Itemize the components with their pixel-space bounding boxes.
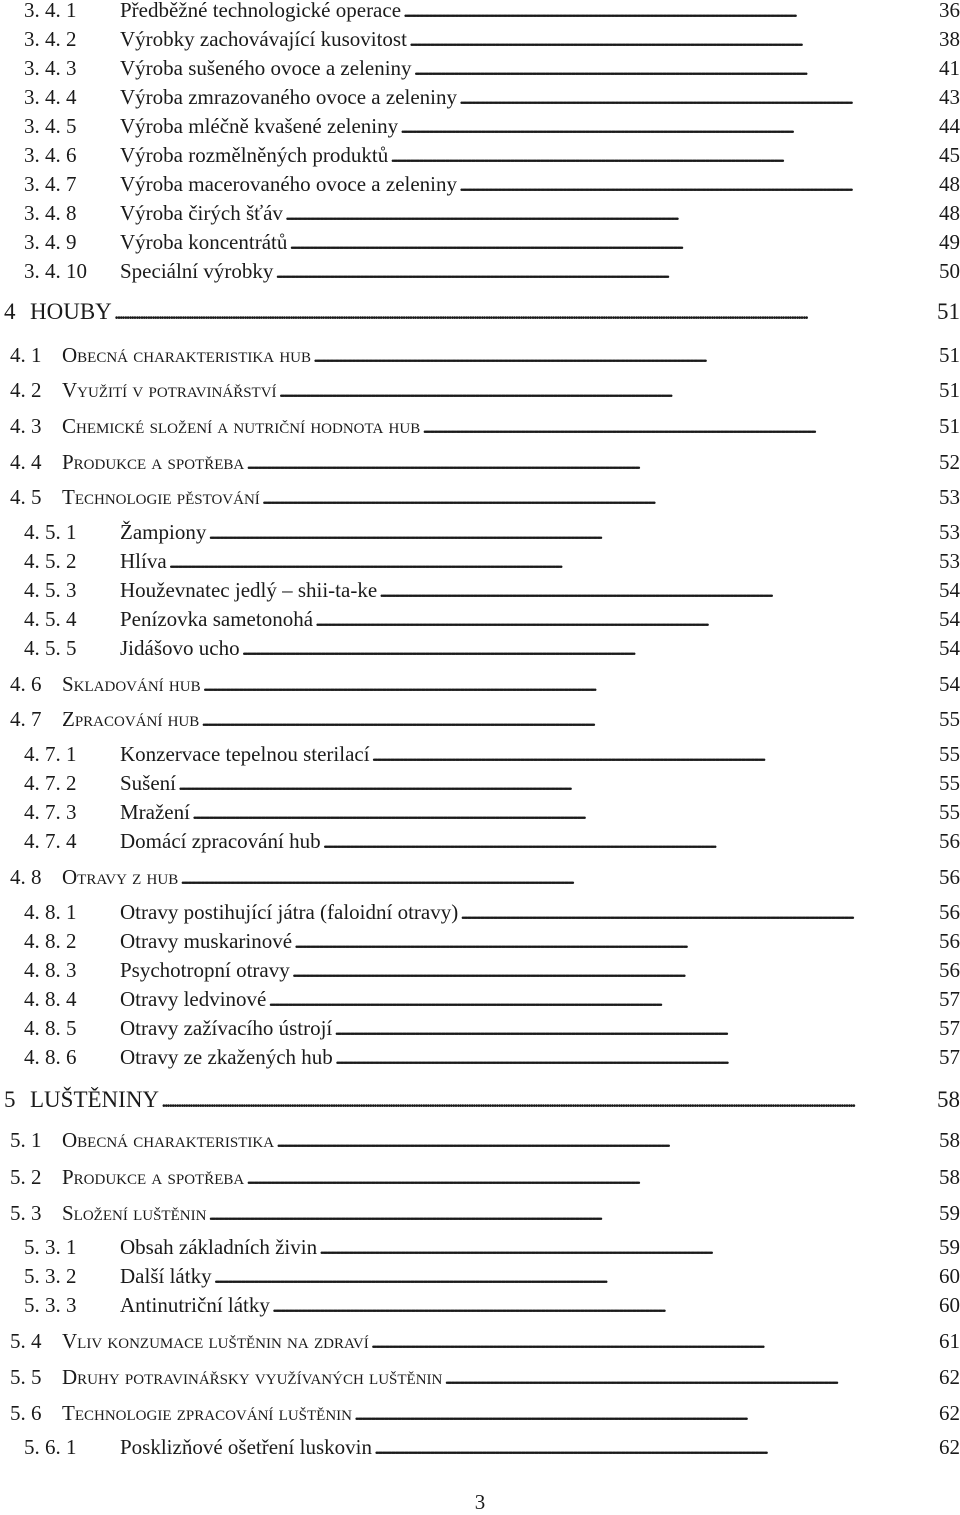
toc-entry-page: 53 — [939, 549, 960, 573]
toc-entry-title: Otravy zažívacího ústrojí — [120, 1016, 333, 1040]
toc-entry-number: 4. 5. 2 — [24, 549, 77, 573]
toc-entry-page: 57 — [939, 1045, 960, 1069]
toc-entry[interactable] — [0, 141, 960, 169]
toc-entry[interactable] — [0, 298, 960, 326]
toc-entry-title: Obecná charakteristika — [62, 1128, 275, 1152]
toc-entry-page: 45 — [939, 143, 960, 167]
toc-entry-number: 4. 2 — [10, 378, 42, 402]
toc-entry-page: 55 — [939, 771, 960, 795]
toc-entry-number: 5. 4 — [10, 1329, 42, 1353]
toc-entry-title: Speciální výrobky — [120, 259, 274, 283]
toc-entry[interactable] — [0, 412, 960, 440]
toc-entry-title: HOUBY — [30, 299, 112, 324]
toc-entry-title: Sušení — [120, 771, 177, 795]
toc-entry[interactable] — [0, 518, 960, 546]
toc-entry-number: 4. 7. 4 — [24, 829, 77, 853]
toc-entry-page: 49 — [939, 230, 960, 254]
toc-entry-page: 38 — [939, 27, 960, 51]
toc-entry-page: 36 — [937, 0, 960, 24]
toc-entry-page: 52 — [939, 450, 960, 474]
toc-entry-page: 59 — [939, 1201, 960, 1225]
toc-entry[interactable] — [0, 827, 960, 855]
toc-entry[interactable] — [0, 1291, 960, 1319]
toc-entry-page: 43 — [939, 85, 960, 109]
toc-entry-title: Penízovka sametonohá — [120, 607, 314, 631]
toc-entry-number: 5. 3 — [10, 1201, 42, 1225]
toc-entry-title: Otravy ze zkažených hub — [120, 1045, 333, 1069]
toc-entry-number: 5. 6 — [10, 1401, 42, 1425]
toc-entry-title: Obsah základních živin — [120, 1235, 318, 1259]
toc-entry-number: 4. 8. 2 — [24, 929, 77, 953]
toc-entry-number: 4. 1 — [10, 343, 42, 367]
toc-entry[interactable] — [0, 1199, 960, 1227]
toc-entry-page: 51 — [939, 414, 960, 438]
toc-entry[interactable] — [0, 228, 960, 256]
dot-leader — [409, 25, 937, 53]
dot-leader — [180, 863, 937, 891]
toc-entry-page: 54 — [939, 607, 960, 631]
toc-entry-title: Zpracování hub — [62, 707, 200, 731]
dot-leader — [292, 956, 937, 984]
toc-entry-page: 55 — [939, 742, 960, 766]
toc-entry-title: LUŠTĚNINY — [30, 1087, 160, 1112]
toc-entry-page: 51 — [937, 299, 960, 324]
dot-leader — [313, 341, 937, 369]
toc-entry[interactable] — [0, 1327, 960, 1355]
toc-entry-number: 4. 8. 4 — [24, 987, 77, 1011]
dot-leader — [208, 518, 937, 546]
toc-entry[interactable] — [0, 705, 960, 733]
dot-leader — [114, 298, 935, 326]
toc-entry-page: 44 — [939, 114, 960, 138]
dot-leader — [371, 1327, 937, 1355]
dot-leader — [201, 705, 937, 733]
dot-leader — [444, 1363, 937, 1391]
toc-entry[interactable] — [0, 1363, 960, 1391]
toc-entry-title: Posklizňové ošetření luskovin — [120, 1435, 372, 1459]
toc-entry-number: 5. 1 — [10, 1128, 42, 1152]
dot-leader — [334, 1014, 937, 1042]
toc-entry-title: Složení luštěnin — [62, 1201, 207, 1225]
dot-leader — [169, 547, 937, 575]
toc-entry[interactable] — [0, 605, 960, 633]
page-number: 3 — [474, 1490, 486, 1514]
toc-entry-page: 62 — [939, 1401, 960, 1425]
toc-entry-number: 4. 7. 1 — [24, 742, 77, 766]
dot-leader — [208, 1199, 937, 1227]
toc-entry-number: 5. 3. 3 — [24, 1293, 77, 1317]
dot-leader — [354, 1399, 937, 1427]
dot-leader — [403, 0, 937, 24]
toc-entry-title: Psychotropní otravy — [120, 958, 290, 982]
dot-leader — [268, 985, 937, 1013]
toc-entry[interactable] — [0, 25, 960, 53]
toc-entry-page: 57 — [939, 1016, 960, 1040]
toc-entry-page: 54 — [939, 578, 960, 602]
toc-entry[interactable] — [0, 740, 960, 768]
dot-leader — [289, 228, 937, 256]
dot-leader — [374, 1433, 937, 1461]
toc-entry-page: 56 — [939, 865, 960, 889]
toc-entry-number: 4. 4 — [10, 450, 42, 474]
toc-entry-number: 4. 7 — [10, 707, 42, 731]
toc-entry-number: 4. 5. 1 — [24, 520, 77, 544]
dot-leader — [262, 483, 937, 511]
toc-entry[interactable] — [0, 985, 960, 1013]
toc-entry-number: 3. 4. 4 — [24, 85, 77, 109]
toc-entry-number: 4. 7. 3 — [24, 800, 77, 824]
toc-entry-number: 4. 6 — [10, 672, 42, 696]
toc-entry[interactable] — [0, 448, 960, 476]
toc-entry-title: Obecná charakteristika hub — [62, 343, 312, 367]
toc-entry-number: 4. 7. 2 — [24, 771, 77, 795]
toc-entry[interactable] — [0, 1262, 960, 1290]
dot-leader — [459, 170, 937, 198]
toc-entry[interactable] — [0, 798, 960, 826]
toc-entry-page: 58 — [939, 1165, 960, 1189]
toc-entry-title: Výroba koncentrátů — [120, 230, 288, 254]
toc-entry-page: 41 — [939, 56, 960, 80]
toc-entry[interactable] — [0, 1433, 960, 1461]
toc-entry-number: 3. 4. 6 — [24, 143, 77, 167]
toc-entry-title: Otravy muskarinové — [120, 929, 293, 953]
toc-entry-page: 58 — [939, 1128, 960, 1152]
toc-entry-title: Další látky — [120, 1264, 212, 1288]
toc-entry-number: 4. 8. 1 — [24, 900, 77, 924]
toc-entry-page: 54 — [939, 672, 960, 696]
dot-leader — [315, 605, 937, 633]
toc-entry-number: 4. 8 — [10, 865, 42, 889]
toc-entry-page: 60 — [939, 1264, 960, 1288]
toc-entry-number: 5. 5 — [10, 1365, 42, 1389]
toc-entry-page: 54 — [939, 636, 960, 660]
toc-entry-page: 61 — [939, 1329, 960, 1353]
toc-entry-title: Výrobky zachovávající kusovitost — [120, 27, 407, 51]
dot-leader — [319, 1233, 937, 1261]
toc-entry-number: 3. 4. 1 — [24, 0, 77, 22]
toc-entry-title: Produkce a spotřeba — [62, 450, 245, 474]
toc-entry-page: 51 — [939, 378, 960, 402]
toc-entry-number: 4. 3 — [10, 414, 42, 438]
toc-entry-title: Otravy ledvinové — [120, 987, 267, 1011]
toc-entry-number: 3. 4. 3 — [24, 56, 77, 80]
toc-entry[interactable] — [0, 898, 960, 926]
toc-entry[interactable] — [0, 927, 960, 955]
dot-leader — [272, 1291, 937, 1319]
toc-entry-title: Předběžné technologické operace — [120, 0, 403, 24]
dot-leader — [400, 112, 937, 140]
dot-leader — [323, 827, 937, 855]
toc-entry-page: 56 — [939, 958, 960, 982]
dot-leader — [414, 54, 937, 82]
toc-entry[interactable] — [0, 670, 960, 698]
toc-entry[interactable] — [0, 83, 960, 111]
toc-entry-title: Skladování hub — [62, 672, 201, 696]
dot-leader — [390, 141, 937, 169]
toc-entry[interactable] — [0, 1163, 960, 1191]
dot-leader — [460, 898, 937, 926]
toc-entry-number: 3. 4. 2 — [24, 27, 77, 51]
toc-entry-page: 57 — [939, 987, 960, 1011]
toc-entry-title: Vliv konzumace luštěnin na zdraví — [62, 1329, 369, 1353]
toc-entry-title: Antinutriční látky — [120, 1293, 270, 1317]
toc-entry[interactable] — [0, 257, 960, 285]
toc-entry-page: 56 — [939, 829, 960, 853]
dot-leader — [214, 1262, 937, 1290]
toc-entry-title: Otravy postihující játra (faloidní otravy) — [120, 900, 459, 924]
toc-entry-number: 4. 5 — [10, 485, 42, 509]
dot-leader — [203, 670, 937, 698]
dot-leader — [161, 1086, 935, 1114]
toc-entry-number: 5. 6. 1 — [24, 1435, 77, 1459]
dot-leader — [279, 376, 937, 404]
toc-entry-title: Žampiony — [120, 520, 207, 544]
toc-entry-page: 55 — [939, 800, 960, 824]
toc-entry-number: 4. 8. 3 — [24, 958, 77, 982]
toc-entry[interactable] — [0, 0, 960, 24]
toc-entry-number: 4. 5. 5 — [24, 636, 77, 660]
dot-leader — [422, 412, 937, 440]
toc-entry-title: Technologie pěstování — [62, 485, 260, 509]
toc-entry-title: Otravy z hub — [62, 865, 179, 889]
toc-entry-title: Hlíva — [120, 549, 167, 573]
toc-entry-title: Výroba sušeného ovoce a zeleniny — [120, 56, 412, 80]
dot-leader — [246, 1163, 937, 1191]
dot-leader — [246, 448, 937, 476]
toc-entry-page: 51 — [939, 343, 960, 367]
toc-entry-page: 56 — [939, 900, 960, 924]
toc-entry[interactable] — [0, 199, 960, 227]
toc-entry-number: 3. 4. 9 — [24, 230, 77, 254]
toc-entry-page: 53 — [939, 485, 960, 509]
dot-leader — [379, 576, 937, 604]
toc-entry-title: Výroba zmrazovaného ovoce a zeleniny — [120, 85, 458, 109]
dot-leader — [178, 769, 937, 797]
toc-entry[interactable] — [0, 112, 960, 140]
dot-leader — [335, 1043, 937, 1071]
dot-leader — [192, 798, 937, 826]
toc-entry[interactable] — [0, 376, 960, 404]
toc-entry-number: 4 — [4, 299, 16, 324]
dot-leader — [275, 257, 937, 285]
toc-entry-page: 62 — [939, 1435, 960, 1459]
toc-entry-number: 4. 5. 3 — [24, 578, 77, 602]
toc-entry-title: Technologie zpracování luštěnin — [62, 1401, 352, 1425]
toc-entry[interactable] — [0, 769, 960, 797]
toc-entry-title: Produkce a spotřeba — [62, 1165, 245, 1189]
toc-entry-number: 5. 2 — [10, 1165, 42, 1189]
toc-entry[interactable] — [0, 1014, 960, 1042]
toc-entry-title: Jidášovo ucho — [120, 636, 240, 660]
toc-entry-page: 56 — [939, 929, 960, 953]
toc-entry-page: 55 — [939, 707, 960, 731]
toc-entry-number: 3. 4. 5 — [24, 114, 77, 138]
toc-entry-title: Druhy potravinářsky využívaných luštěnin — [62, 1365, 443, 1389]
toc-entry-number: 3. 4. 10 — [24, 259, 87, 283]
toc-entry-page: 62 — [939, 1365, 960, 1389]
toc-entry[interactable] — [0, 341, 960, 369]
toc-entry-title: Mražení — [120, 800, 190, 824]
toc-entry-title: Houževnatec jedlý – shii-ta-ke — [120, 578, 378, 602]
toc-entry[interactable] — [0, 1126, 960, 1154]
dot-leader — [242, 634, 937, 662]
toc-entry[interactable] — [0, 634, 960, 662]
toc-entry-title: Konzervace tepelnou sterilací — [120, 742, 370, 766]
dot-leader — [372, 740, 937, 768]
toc-entry-number: 5. 3. 2 — [24, 1264, 77, 1288]
toc-entry-title: Využití v potravinářství — [62, 378, 277, 402]
toc-entry[interactable] — [0, 170, 960, 198]
toc-entry-number: 4. 8. 5 — [24, 1016, 77, 1040]
toc-entry-number: 5. 3. 1 — [24, 1235, 77, 1259]
toc-entry-title: Výroba čirých šťáv — [120, 201, 283, 225]
toc-entry-title: Chemické složení a nutriční hodnota hub — [62, 414, 421, 438]
toc-entry[interactable] — [0, 483, 960, 511]
toc-entry-number: 4. 8. 6 — [24, 1045, 77, 1069]
toc-entry[interactable] — [0, 1399, 960, 1427]
toc-entry[interactable] — [0, 956, 960, 984]
toc-entry[interactable] — [0, 54, 960, 82]
dot-leader — [294, 927, 937, 955]
dot-leader — [285, 199, 937, 227]
toc-entry-number: 3. 4. 8 — [24, 201, 77, 225]
toc-entry-number: 5 — [4, 1087, 16, 1112]
dot-leader — [276, 1126, 937, 1154]
toc-entry[interactable] — [0, 547, 960, 575]
toc-entry-page: 48 — [939, 172, 960, 196]
dot-leader — [459, 83, 937, 111]
toc-entry-page: 50 — [939, 259, 960, 283]
toc-entry-page: 53 — [939, 520, 960, 544]
toc-entry-title: Výroba mléčně kvašené zeleniny — [120, 114, 399, 138]
toc-entry[interactable] — [0, 1043, 960, 1071]
toc-entry[interactable] — [0, 1086, 960, 1114]
toc-entry-title: Domácí zpracování hub — [120, 829, 321, 853]
toc-entry-page: 60 — [939, 1293, 960, 1317]
toc-entry[interactable] — [0, 863, 960, 891]
toc-entry-number: 4. 5. 4 — [24, 607, 77, 631]
toc-entry-title: Výroba macerovaného ovoce a zeleniny — [120, 172, 458, 196]
toc-entry-page: 58 — [937, 1087, 960, 1112]
toc-entry-title: Výroba rozmělněných produktů — [120, 143, 389, 167]
toc-entry-page: 48 — [939, 201, 960, 225]
toc-entry-page: 59 — [939, 1235, 960, 1259]
toc-entry[interactable] — [0, 1233, 960, 1261]
toc-entry-number: 3. 4. 7 — [24, 172, 77, 196]
toc-entry[interactable] — [0, 576, 960, 604]
